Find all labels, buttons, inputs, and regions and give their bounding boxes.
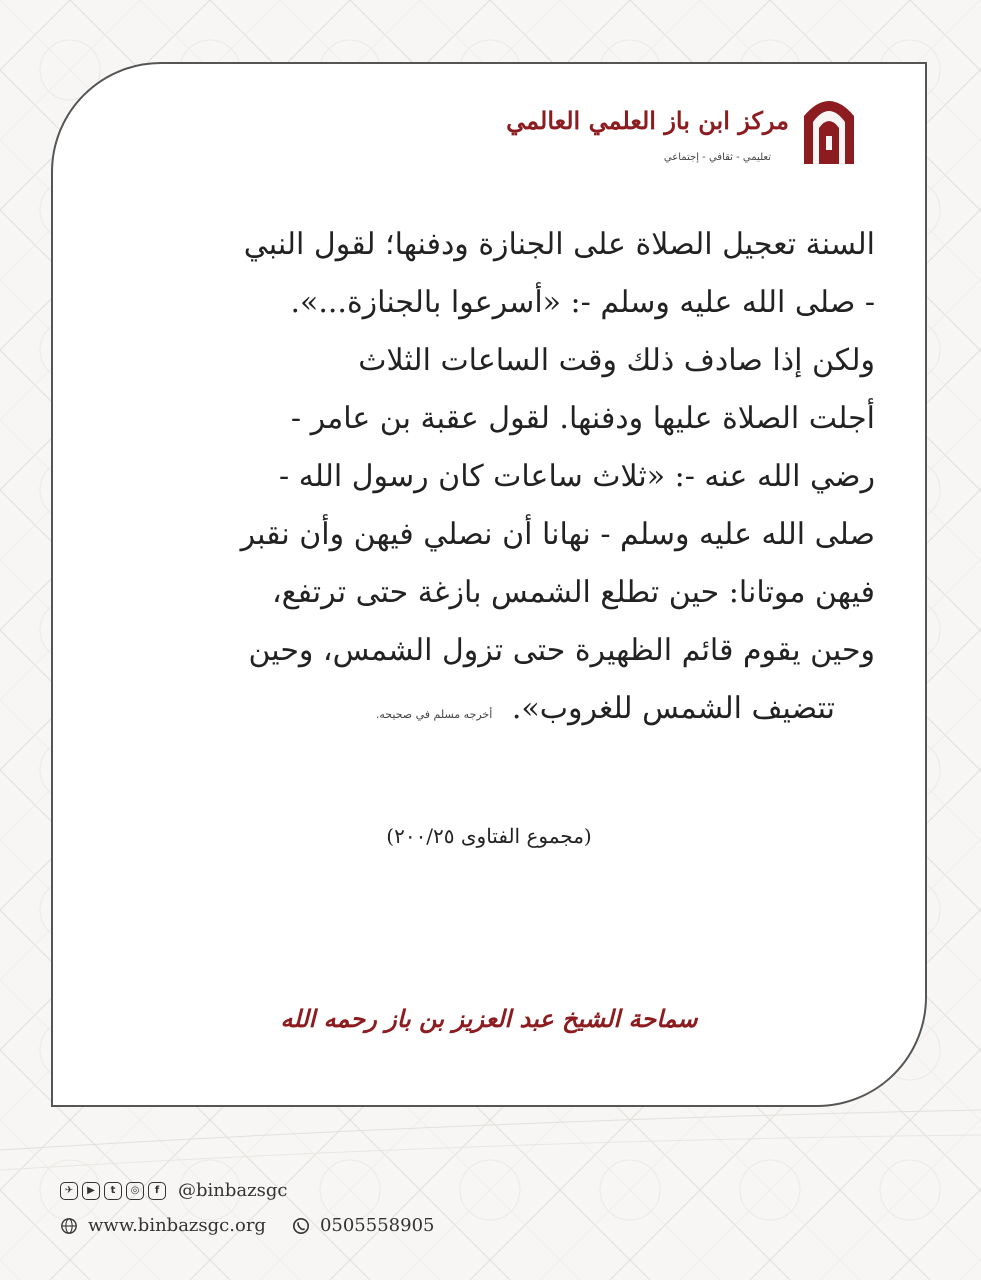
whatsapp-icon — [292, 1217, 310, 1235]
twitter-icon[interactable]: t — [104, 1182, 122, 1200]
text-line: ولكن إذا صادف ذلك وقت الساعات الثلاث — [358, 343, 875, 378]
globe-icon — [60, 1217, 78, 1235]
logo — [506, 86, 859, 196]
social-links — [60, 1180, 434, 1201]
text-line: صلى الله عليه وسلم - نهانا أن نصلي فيهن وأن نقبر — [240, 517, 875, 552]
text-line: وحين يقوم قائم الظهيرة حتى تزول الشمس، وحين — [248, 633, 875, 668]
website-link[interactable]: www.binbazsgc.org — [88, 1215, 266, 1236]
instagram-icon[interactable]: ◎ — [126, 1182, 144, 1200]
facebook-icon[interactable]: f — [148, 1182, 166, 1200]
footer — [60, 1180, 434, 1236]
text-line: تتضيف الشمس للغروب». — [511, 691, 835, 726]
signature-calligraphy: سماحة الشيخ عبد العزيز بن باز رحمه الله — [280, 1004, 698, 1033]
logo-subtitle: تعليمي - ثقافي - إجتماعي — [663, 152, 771, 163]
fatwa-text — [103, 216, 875, 744]
phone-number[interactable]: 0505558905 — [319, 1215, 435, 1236]
social-handle[interactable]: @binbazsgc — [178, 1180, 288, 1201]
source-citation: (مجموع الفتاوى ٢٠٠/٢٥) — [386, 824, 592, 848]
text-line: السنة تعجيل الصلاة على الجنازة ودفنها؛ لقول النبي — [243, 227, 875, 262]
text-line: أجلت الصلاة عليها ودفنها. لقول عقبة بن عامر - — [290, 401, 875, 436]
content-card — [51, 62, 927, 1107]
text-line: - صلى الله عليه وسلم -: «أسرعوا بالجنازة...». — [290, 285, 875, 320]
text-line: رضي الله عنه -: «ثلاث ساعات كان رسول الله - — [279, 459, 875, 494]
text-line-last — [103, 680, 875, 744]
mosque-arch-icon — [799, 86, 859, 166]
logo-title: مركز ابن باز العلمي العالمي — [506, 106, 789, 135]
youtube-icon[interactable]: ▶ — [82, 1182, 100, 1200]
telegram-icon[interactable]: ✈ — [60, 1182, 78, 1200]
hadith-reference-note: أخرجه مسلم في صحيحه. — [375, 708, 493, 721]
contact-info — [60, 1215, 434, 1236]
text-line: فيهن موتانا: حين تطلع الشمس بازغة حتى ترتفع، — [271, 575, 875, 610]
